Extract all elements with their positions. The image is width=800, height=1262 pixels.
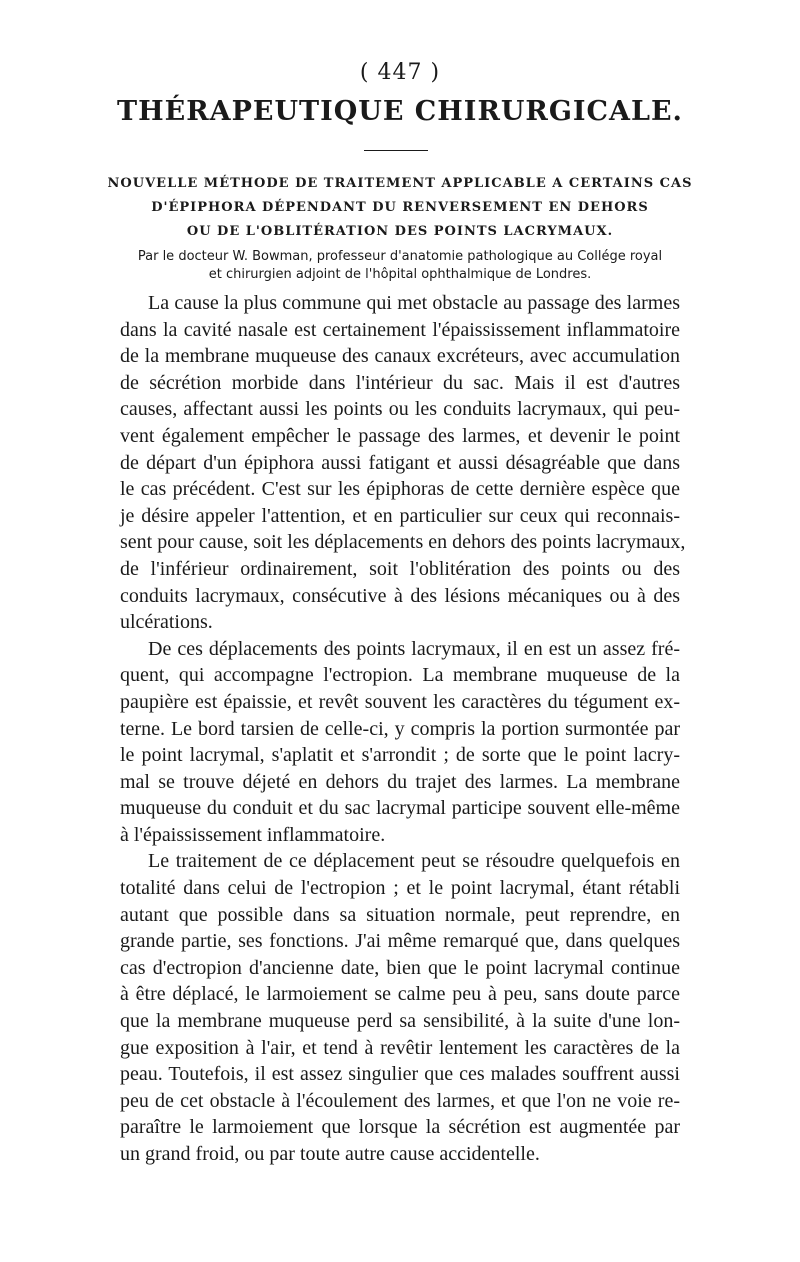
title-rule-divider bbox=[364, 150, 428, 151]
subheading-line: OU DE L'OBLITÉRATION DES POINTS LACRYMAUX. bbox=[186, 224, 614, 239]
text-line: De ces déplacements des points lacrymaux, il en est un assez fré- bbox=[148, 637, 680, 660]
subheading-line: D'ÉPIPHORA DÉPENDANT DU RENVERSEMENT EN DEHORS bbox=[151, 200, 649, 215]
text-line: à être déplacé, le larmoiement se calme peu à peu, sans doute parce bbox=[120, 983, 680, 1006]
text-line: conduits lacrymaux, consécutive à des lésions mécaniques ou à des bbox=[120, 584, 680, 607]
text-line: muqueuse du conduit et du sac lacrymal participe souvent elle-même bbox=[120, 797, 680, 820]
text-line: que la membrane muqueuse perd sa sensibilité, à la suite d'une lon- bbox=[120, 1010, 680, 1033]
text-line: causes, affectant aussi les points ou les conduits lacrymaux, qui peu- bbox=[120, 398, 680, 421]
text-line: un grand froid, ou par toute autre cause accidentelle. bbox=[120, 1143, 540, 1165]
page-title: THÉRAPEUTIQUE CHIRURGICALE. bbox=[117, 96, 683, 127]
text-line: le point lacrymal, s'aplatit et s'arrondit ; de sorte que le point lacry- bbox=[120, 744, 680, 767]
subheading-line: NOUVELLE MÉTHODE DE TRAITEMENT APPLICABLE A CERTAINS CAS bbox=[107, 176, 693, 191]
text-line: sent pour cause, soit les déplacements en dehors des points lacrymaux, bbox=[120, 531, 686, 554]
text-line: terne. Le bord tarsien de celle-ci, y compris la portion surmontée par bbox=[120, 717, 680, 740]
text-line: dans la cavité nasale est certainement l'épaississement inflammatoire bbox=[120, 318, 680, 341]
text-line: le cas précédent. C'est sur les épiphoras de cette dernière espèce que bbox=[120, 478, 680, 501]
text-line: ulcérations. bbox=[120, 611, 213, 634]
text-line: La cause la plus commune qui met obstacle au passage des larmes bbox=[148, 292, 680, 314]
text-line: grande partie, ses fonctions. J'ai même remarqué que, dans quelques bbox=[120, 930, 680, 953]
article-subheading bbox=[0, 172, 800, 244]
text-line: mal se trouve déjeté en dehors du trajet des larmes. La membrane bbox=[120, 770, 680, 793]
page-number: ( 447 ) bbox=[359, 60, 441, 85]
paragraph bbox=[120, 290, 686, 636]
text-line: totalité dans celui de l'ectropion ; et le point lacrymal, étant rétabli bbox=[120, 877, 680, 900]
text-line: de sécrétion morbide dans l'intérieur du sac. Mais il est d'autres bbox=[120, 371, 680, 394]
author-line: et chirurgien adjoint de l'hôpital ophthalmique de Londres. bbox=[208, 267, 592, 282]
paragraph bbox=[120, 636, 680, 849]
text-line: quent, qui accompagne l'ectropion. La membrane muqueuse de la bbox=[120, 664, 680, 687]
text-line: Le traitement de ce déplacement peut se résoudre quelquefois en bbox=[148, 850, 680, 873]
text-line: de la membrane muqueuse des canaux excréteurs, avec accumulation bbox=[120, 345, 680, 368]
text-line: je désire appeler l'attention, et en particulier sur ceux qui reconnais- bbox=[120, 504, 680, 527]
text-line: autant que possible dans sa situation normale, peut reprendre, en bbox=[120, 903, 680, 926]
text-line: paraître le larmoiement que lorsque la sécrétion est augmentée par bbox=[120, 1116, 680, 1139]
paragraph bbox=[120, 848, 680, 1167]
author-line: Par le docteur W. Bowman, professeur d'anatomie pathologique au Collége royal bbox=[137, 249, 663, 264]
text-line: de l'inférieur ordinairement, soit l'oblitération des points ou des bbox=[120, 557, 680, 580]
text-line: gue exposition à l'air, et tend à revêtir lentement les caractères de la bbox=[120, 1036, 680, 1059]
text-line: vent également empêcher le passage des larmes, et devenir le point bbox=[120, 424, 680, 447]
text-line: peau. Toutefois, il est assez singulier que ces malades souffrent aussi bbox=[120, 1063, 680, 1086]
article-body bbox=[120, 290, 686, 1168]
text-line: à l'épaississement inflammatoire. bbox=[120, 823, 386, 846]
author-byline bbox=[0, 248, 800, 284]
text-line: peu de cet obstacle à l'écoulement des larmes, et que l'on ne voie re- bbox=[120, 1089, 680, 1112]
text-line: de départ d'un épiphora aussi fatigant et aussi désagréable que dans bbox=[120, 451, 680, 474]
text-line: cas d'ectropion d'ancienne date, bien que le point lacrymal continue bbox=[120, 956, 680, 979]
text-line: paupière est épaissie, et revêt souvent les caractères du tégument ex- bbox=[120, 690, 680, 713]
